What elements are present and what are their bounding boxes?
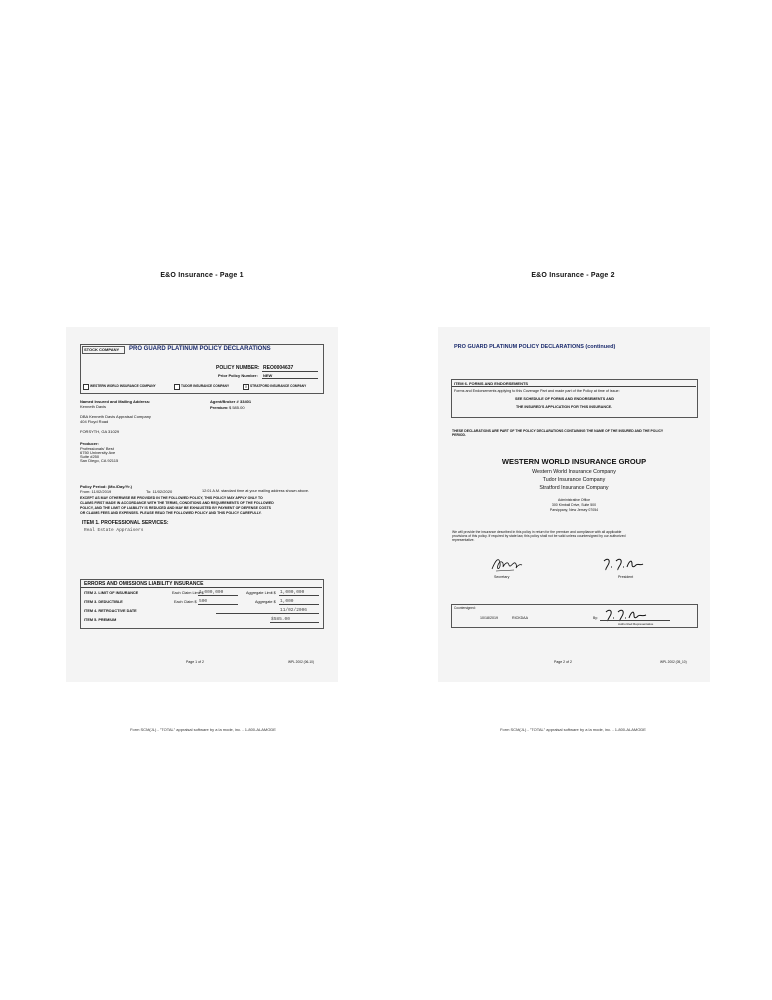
producer-line: Professionals' Best <box>80 446 114 451</box>
item3-label: ITEM 3. DEDUCTIBLE <box>84 600 123 604</box>
by-label: By: <box>593 616 598 620</box>
producer-line: 6750 University Ave <box>80 450 116 455</box>
policy-number-underline <box>262 371 318 372</box>
page-1-footer: Form SCM(JL) - "TOTAL" appraisal software by a la mode, inc. - 1-800-ALAMODE <box>130 727 276 732</box>
item6-label: ITEM 6. FORMS AND ENDORSEMENTS <box>454 381 529 386</box>
premium-value: $ 585.00 <box>229 405 245 410</box>
insured-label: Named Insured and Mailing Address: <box>80 399 151 404</box>
retroactive-date: 11/02/2006 <box>280 608 308 613</box>
insured-line: Kenneth Davis <box>80 404 107 409</box>
aggregate-limit-underline <box>279 595 319 596</box>
declaration-line: PERIOD. <box>452 433 466 437</box>
item6-see-line-2: THE INSURED'S APPLICATION FOR THIS INSURANCE. <box>516 405 613 409</box>
prior-policy-underline <box>262 378 318 379</box>
policy-number-label: POLICY NUMBER: <box>216 365 260 371</box>
page-2-title: E&O Insurance - Page 2 <box>531 272 615 279</box>
agent-number: 33401 <box>240 399 252 404</box>
group-name: WESTERN WORLD INSURANCE GROUP <box>501 457 647 466</box>
notice-line: OR CLAIMS FEES AND EXPENSES. PLEASE READ THE FOLLOWED POLICY AND THIS POLICY CAREFULLY. <box>80 511 262 515</box>
page-number: Page 2 of 2 <box>554 660 572 664</box>
policy-page-2 <box>438 327 710 682</box>
company-label-tudor: TUDOR INSURANCE COMPANY <box>181 384 230 388</box>
notice-line: EXCEPT AS MAY OTHERWISE BE PROVIDED IN THE FOLLOWED POLICY, THIS POLICY MAY APPLY ONLY TO <box>80 496 263 500</box>
page-number: Page 1 of 2 <box>186 660 204 664</box>
notice-line: POLICY, AND THE LIMIT OF LIABILITY IS REDUCED AND MAY BE EXHAUSTED BY PAYMENT OF DEFENSE COSTS <box>80 506 271 510</box>
address-line-1: 300 Kimball Drive, Suite 500 <box>551 503 597 507</box>
item1-label: ITEM 1. PROFESSIONAL SERVICES: <box>82 520 169 526</box>
provide-line: We will provide the insurance described in this policy in return for the premium and compliance with all applicable <box>452 530 622 534</box>
declarations-heading: PRO GUARD PLATINUM POLICY DECLARATIONS <box>129 346 271 352</box>
insured-line: FORSYTH, GA 31029 <box>80 429 120 434</box>
each-claim-limit: 1,000,000 <box>199 590 224 595</box>
provide-line: representative. <box>452 538 475 542</box>
declaration-line: THESE DECLARATIONS ARE PART OF THE POLICY DECLARATIONS CONTAINING THE NAME OF THE INSURED AND THE POLICY <box>452 429 664 433</box>
policy-period-from: From: 11/02/2019 <box>80 489 112 494</box>
aggregate-limit: 1,000,000 <box>280 590 305 595</box>
prior-policy-label: Prior Policy Number: <box>218 373 258 378</box>
authorized-signature-line <box>600 620 670 621</box>
provide-line: provisions of this policy. If required by state law, this policy shall not be valid unless countersigned by our authorized <box>452 534 626 538</box>
page-1-title: E&O Insurance - Page 1 <box>160 272 244 279</box>
each-claim-underline <box>198 604 238 605</box>
company-name: Tudor Insurance Company <box>542 477 606 483</box>
company-label-western: WESTERN WORLD INSURANCE COMPANY <box>90 384 156 388</box>
secretary-signature <box>490 555 524 575</box>
admin-office-label: Administrative Office <box>557 498 591 502</box>
company-checkbox-stratford[interactable]: X <box>244 385 248 389</box>
aggregate-label: Aggregate $ <box>255 600 276 604</box>
item4-label: ITEM 4. RETROACTIVE DATE <box>84 609 137 613</box>
each-claim-deductible: 500 <box>199 599 208 604</box>
policy-number: REO0004637 <box>263 365 294 371</box>
page-2-footer: Form SCM(JL) - "TOTAL" appraisal software by a la mode, inc. - 1-800-ALAMODE <box>500 727 646 732</box>
item1-value: Real Estate Appraisers <box>84 528 144 533</box>
eo-heading: ERRORS AND OMISSIONS LIABILITY INSURANCE <box>84 581 204 587</box>
each-claim-limit-underline <box>198 595 238 596</box>
item6-text: Forms and Endorsements applying to this Coverage Part and made part of the Policy at time of issue: <box>454 389 620 393</box>
countersigned-label: Countersigned: <box>454 606 476 610</box>
company-checkbox-tudor[interactable] <box>174 384 180 390</box>
agent-label: Agent/Broker # <box>210 399 239 404</box>
company-name: Stratford Insurance Company <box>539 485 609 491</box>
form-code: WPL 2002 (06-10) <box>288 660 314 664</box>
insured-line: 404 Floyd Road <box>80 419 109 424</box>
each-claim-limit-label: Each Claim Limit $ <box>172 591 204 595</box>
policy-period-note: 12:01 A.M. standard time at your mailing address shown above. <box>202 489 310 493</box>
insured-line: DBA Kenneth Davis Appraisal Company <box>80 414 151 419</box>
company-checkbox-western[interactable] <box>83 384 89 390</box>
prior-policy-number: NEW <box>263 373 273 378</box>
stock-company-box <box>82 346 125 354</box>
eo-heading-rule <box>81 587 322 588</box>
countersigned-date: 10/18/2019 <box>480 616 498 620</box>
secretary-label: Secretary <box>494 575 510 579</box>
notice-line: CLAIMS FIRST MADE IN ACCORDANCE WITH THE TERMS, CONDITIONS AND REQUIREMENTS OF THE FOLLOWED <box>80 501 274 505</box>
form-code: WPL 2002 (05_10) <box>660 660 687 664</box>
retroactive-date-underline <box>216 613 319 614</box>
president-label: President <box>618 575 634 579</box>
item5-premium-underline <box>270 622 319 623</box>
item6-rule <box>452 386 696 387</box>
aggregate-underline <box>279 604 319 605</box>
item6-see-line-1: SEE SCHEDULE OF FORMS AND ENDORSEMENTS AND <box>515 397 615 401</box>
authorized-representative-label: Authorized Representative <box>618 622 654 626</box>
item5-premium: $585.00 <box>271 617 290 622</box>
each-claim-label: Each Claim $ <box>174 600 197 604</box>
address-line-2: Parsippany, New Jersey 07054 <box>549 508 599 512</box>
policy-page-1 <box>66 327 338 682</box>
countersigned-place: RICKDAA <box>512 616 528 620</box>
continued-heading: PRO GUARD PLATINUM POLICY DECLARATIONS (continued) <box>454 344 616 350</box>
aggregate-deductible: 1,000 <box>280 599 294 604</box>
producer-line: San Diego, CA 92115 <box>80 458 119 463</box>
policy-period-label: Policy Period: (Mo./Day/Yr.) <box>80 484 133 489</box>
company-label-stratford: STRATFORD INSURANCE COMPANY <box>250 384 307 388</box>
premium-label: Premium: <box>210 405 229 410</box>
stock-company-label: STOCK COMPANY <box>84 347 120 352</box>
company-name: Western World Insurance Company <box>532 469 616 475</box>
producer-label: Producer: <box>80 441 99 446</box>
item2-label: ITEM 2. LIMIT OF INSURANCE <box>84 591 139 595</box>
policy-period-to: To: 11/02/2020 <box>146 489 173 494</box>
producer-line: Suite #250 <box>80 454 100 459</box>
aggregate-limit-label: Aggregate Limit $ <box>246 591 276 595</box>
item5-label: ITEM 5. PREMIUM <box>84 618 117 622</box>
president-signature <box>602 555 646 575</box>
